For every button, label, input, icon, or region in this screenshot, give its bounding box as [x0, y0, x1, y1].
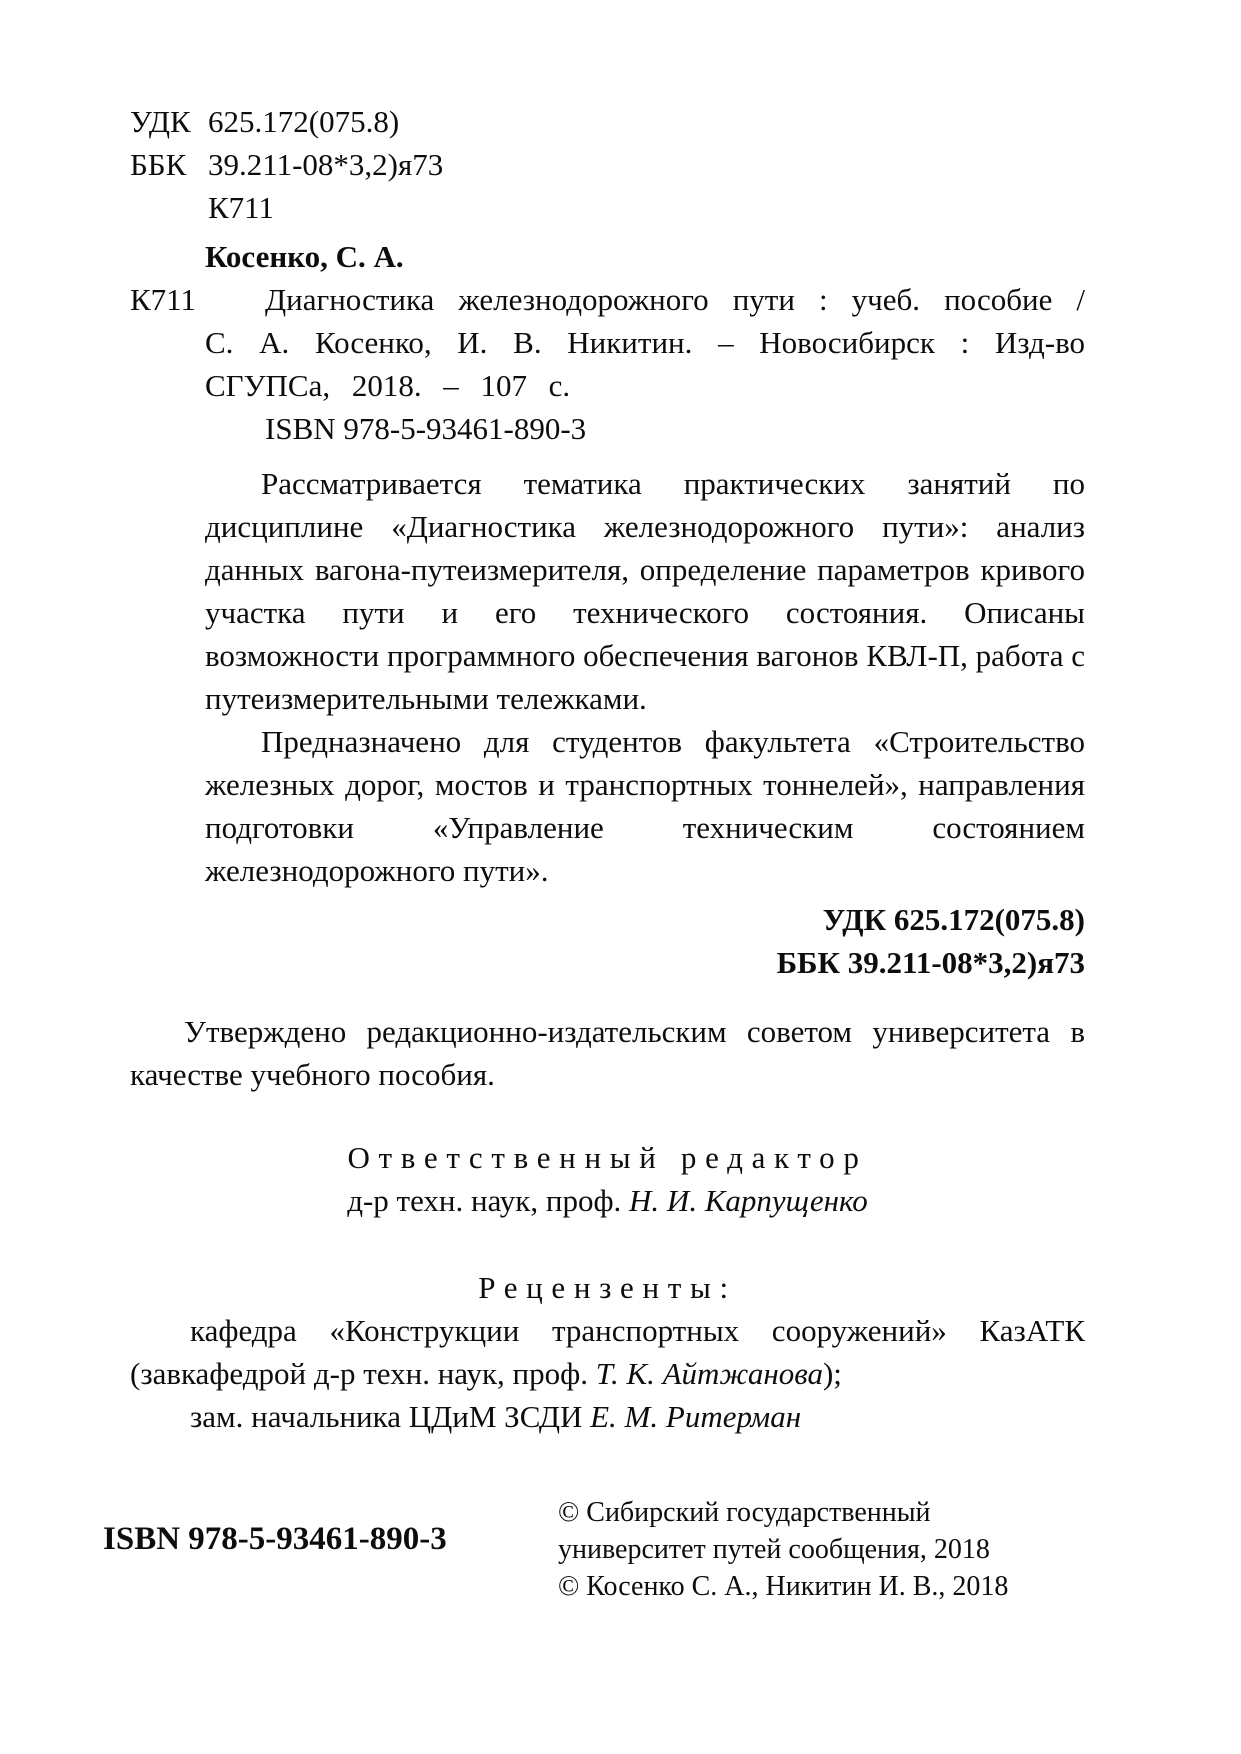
page-content	[130, 100, 1085, 1438]
catalog-entry	[130, 278, 1085, 450]
footer-isbn: ISBN 978-5-93461-890-3	[103, 1521, 447, 1557]
copyright-publisher-line-1: © Сибирский государственный	[558, 1497, 931, 1528]
udk-label: УДК	[130, 104, 191, 139]
reviewer-1-name: Т. К. Айтжанова	[595, 1356, 823, 1391]
copyright-publisher-line-2: университет путей сообщения, 2018	[558, 1534, 990, 1565]
editor-degree: д-р техн. наук, проф.	[347, 1183, 630, 1218]
annotation-paragraph-1: Рассматривается тематика практических занятий по дисциплине «Диагностика железнодорожного пути»: анализ данных вагона-путеизмерителя, определение параметров кривого участка пути и его технического состояния. Описаны возможности программного обеспечения вагонов КВЛ-П, работа с путеизмерительными тележками.	[205, 466, 1085, 716]
reviewers-block	[130, 1266, 1085, 1438]
approved-paragraph: Утверждено редакционно-издательским советом университета в качестве учебного пособия.	[130, 1014, 1085, 1092]
udk-bold-line: УДК 625.172(075.8)	[822, 902, 1085, 937]
margin-sign: К711	[130, 282, 197, 317]
reviewer-1-description: кафедра «Конструкции транспортных сооружений» КазАТК (завкафедрой д-р техн. наук, проф.	[130, 1313, 1085, 1391]
author-heading: Косенко, С. А.	[205, 239, 404, 274]
bbk-code-line	[130, 143, 1085, 186]
reviewer-entry-2	[130, 1395, 1085, 1438]
reviewer-2-name: Е. М. Ритерман	[590, 1399, 802, 1434]
editor-block	[130, 1136, 1085, 1222]
bbk-bold-line: ББК 39.211-08*3,2)я73	[776, 945, 1085, 980]
bbk-label: ББК	[130, 147, 187, 182]
copyright-authors-line: © Косенко С. А., Никитин И. В., 2018	[558, 1571, 1009, 1602]
reviewer-entry-1	[130, 1309, 1085, 1395]
editor-name-line	[130, 1179, 1085, 1222]
editor-heading: Ответственный редактор	[347, 1140, 868, 1175]
udk-code-line	[130, 100, 1085, 143]
editor-name: Н. И. Карпущенко	[629, 1183, 868, 1218]
reviewer-1-suffix: );	[822, 1356, 842, 1391]
card-isbn-line: ISBN 978-5-93461-890-3	[265, 411, 587, 446]
udk-bbk-right-block	[130, 898, 1085, 984]
author-sign: К711	[208, 190, 275, 225]
bibliographic-entry: Диагностика железнодорожного пути : учеб. пособие / С. А. Косенко, И. В. Никитин. – Новосибирск : Изд-во СГУПСа, 2018. – 107 с.	[205, 282, 1085, 403]
udk-value: 625.172(075.8)	[208, 104, 400, 139]
annotation-paragraph-2: Предназначено для студентов факультета «Строительство железных дорог, мостов и транспортных тоннелей», направления подготовки «Управление техническим состоянием железнодорожного пути».	[205, 724, 1085, 888]
bbk-value: 39.211-08*3,2)я73	[208, 147, 444, 182]
reviewers-heading: Рецензенты:	[478, 1270, 737, 1305]
reviewer-2-description: зам. начальника ЦДиМ ЗСДИ	[190, 1399, 591, 1434]
copyright-block	[558, 1494, 1008, 1605]
